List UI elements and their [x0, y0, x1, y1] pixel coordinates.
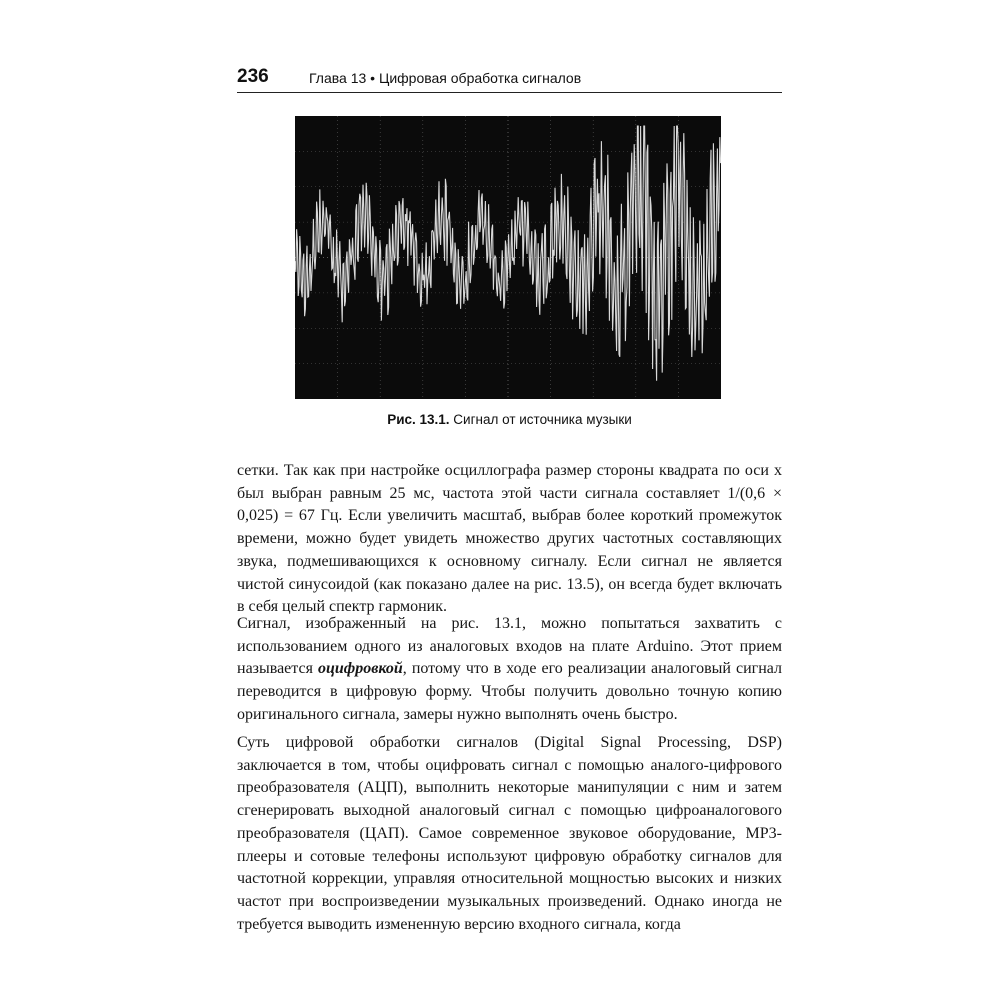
oscilloscope-screen — [295, 116, 721, 399]
caption-label: Рис. 13.1. — [387, 412, 450, 427]
figure-caption — [237, 412, 782, 427]
paragraph-2-start: Сигнал, изображенный на рис. 13.1, можно попытаться захватить с использованием одного из аналоговых входов на плате Arduino. Этот прием называется — [237, 615, 782, 678]
running-title: Глава 13 • Цифровая обработка сигналов — [309, 70, 582, 86]
oscilloscope-figure — [295, 116, 721, 399]
paragraph-2-end: , потому что в ходе его реализации аналоговый сигнал переводится в цифровую форму. Чтобы получить довольно точную копию оригинального сигнала, замеры нужно выполнять очень быстро. — [237, 660, 783, 723]
page-number: 236 — [237, 66, 269, 87]
term-digitization: оцифровкой — [317, 660, 403, 678]
caption-text: Сигнал от источника музыки — [449, 412, 632, 427]
paragraph-2 — [237, 613, 782, 727]
paragraph-1: сетки. Так как при настройке осциллографа размер стороны квадрата по оси x был выбран равным 25 мс, частота этой части сигнала составляет 1/(0,6 × 0,025) = 67 Гц. Если увеличить масштаб, выбрав более короткий промежуток времени, можно будет увидеть множество других частотных составляющих звука, подмешивающихся к основному сигналу. Если сигнал не является чистой синусоидой (как показано далее на рис. 13.5), он всегда будет включать в себя целый спектр гармоник. — [237, 462, 782, 616]
page-header — [237, 64, 782, 93]
paragraph-3: Суть цифровой обработки сигналов (Digital Signal Processing, DSP) заключается в том, чтобы оцифровать сигнал с помощью аналого-цифрового преобразователя (АЦП), выполнить некоторые манипуляции с ним и затем сгенерировать выходной аналоговый сигнал с помощью цифроаналогового преобразователя (ЦАП). Самое современное звуковое оборудование, MP3-плееры и сотовые телефоны используют цифровую обработку сигналов для частотной коррекции, управляя относительной мощностью высоких и низких частот при воспроизведении музыкальных произведений. Однако иногда не требуется выводить измененную версию входного сигнала, когда — [237, 734, 782, 933]
